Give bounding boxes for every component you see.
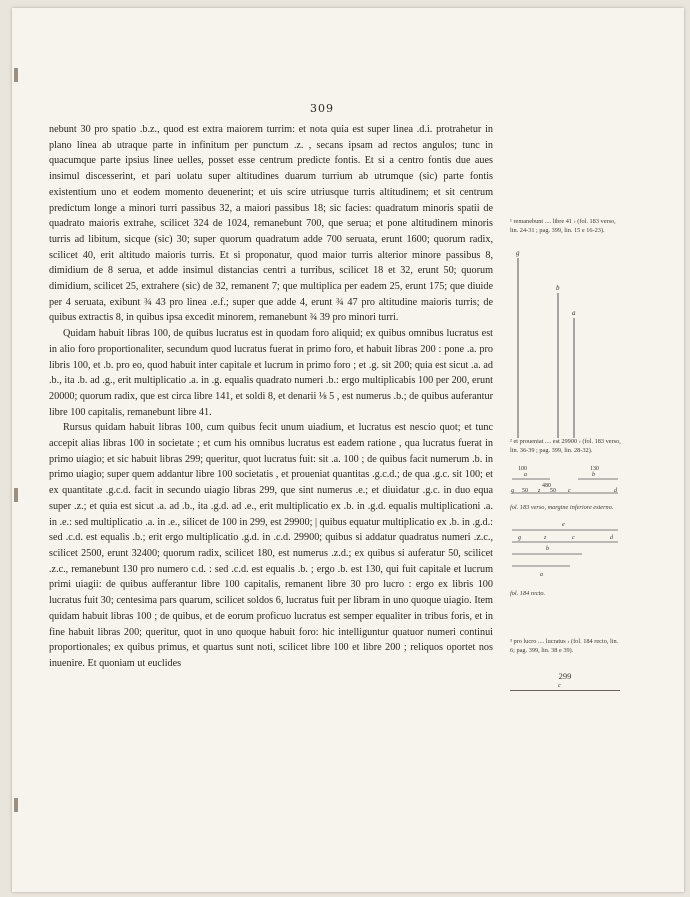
svg-text:g: g: [511, 488, 514, 494]
margin-note: ² et proueniat .... est 29900 › (fol. 183 verso, lin. 36-39 ; pag. 399, lin. 28-32).: [510, 438, 621, 454]
svg-text:c: c: [572, 535, 575, 541]
paragraph: nebunt 30 pro spatio .b.z., quod est extra maiorem turrim: et nota quia est super linea .d.i. protrahetur in plano linea ab utraque parte in infinitum per punctum .z. , secans ipsam ad rectos angulos; tunc in quacumque parte ipsius linee uelles, posset esse centrum predicte fontis. Et si a centro fontis due aues insimul discesserint, et pari uolatu super altitudines duarum turrium ab utrumque (sic) parte fontis existentium uno et eodem momento deuenerint; et uis scire utriusque turris altitudinem; et sit centrum predictum longe a minori turri passibus 32, a maiori passibus 18; sic facies: quadratum minoris spatii de quadrato maioris extrahe, scilicet 324 de 1024, remanebunt 700, que serua; et pone altitudinem minoris turris ad libitum, sicque (sic) 30; super quorum quadratum adde 700 seruata, erunt 1600; quorum radix, scilicet 40, erit altitudo maioris turris. Et si proponatur, quod maior turris alterior minore passibus 8, dimidium de 8 serua, et adde insimul distancias centri a turribus, scilicet 18 et 32, erunt 50; quorum dimidium, scilicet 25, extrahere (sic) de 32, remanent 7; que multiplica per eadem 25, erunt 175; que diuide per 4 seruata, exibunt ¾ 43 pro linea .e.f.; super que adde 4, erunt ¾ 47 pro altitudine maioris turris; de quibus extractis 8, in quibus ipsa excedit minorem, remanebunt ¾ 39 pro minori turri.: [49, 124, 493, 324]
page-number: 309: [310, 102, 334, 115]
page: [12, 8, 684, 892]
svg-text:a: a: [524, 472, 527, 478]
figure-vertical-lines: [512, 248, 612, 448]
spine-mark: [14, 68, 18, 82]
fig1-label: a: [572, 309, 576, 317]
figure-segment-lines: [510, 520, 622, 580]
spine-mark: [14, 488, 18, 502]
svg-text:d: d: [610, 535, 613, 541]
paragraph: Quidam habuit libras 100, de quibus lucratus est in quodam foro aliquid; ex quibus omnibus lucratus est in alio foro proportionaliter, secundum quod lucratus fuerat in primo foro, et habuit libras 200 : pone .a. pro libris 100, et .b. pro eo, quod habuit inter capitale et lucrum in primo foro ; et .g. sit 200; quia est sicut .a. ad .b., ita .b. ad .g., erit multiplicatio .a. in .g. equalis quadrato numeri .b.: ergo multiplicabis 100 per 200, erunt 20000; quorum radix, que est circa libre 141, et soldi 8, et denarii ⅛ 5 , est numerus .b.; de quibus auferantur libre 100 capitalis, remanebunt libre 41.: [49, 328, 493, 418]
svg-text:b: b: [546, 546, 549, 552]
svg-text:480: 480: [542, 483, 551, 489]
figure-caption: fol. 183 verso, margine inferiore esterno.: [510, 504, 614, 511]
paragraph: Rursus quidam habuit libras 100, cum quibus fecit unum uiadium, et lucratus est nescio quot; et tunc accepit alias libras 100 in societate ; et cum his omnibus lucratus est eadem ratione , qua lucratus fuerat in primo uiagio; et sic habuit libras 299; queritur, quot lucratus fuit: sit .a. 100 ; de quibus facit numerum .b. in primo uiagio; super quem addantur libre 100 societatis , et proueniat quantitas .g.c.d.; de qua .g.c. sit 100; et ex quantitate .g.c.d. facit in secundo uiagio libras 299, que sint numerus .e.; et diuidatur .g.c. in duo equa super .z.; et quia est sicut .a. ad .b., ita .g.d. ad .e., erit multiplicatio ex .b. in .g.d. equalis multiplicationi .a. in .e.: sed multiplicatio .a. in .e., silicet de 100 in 299, est 29900; | quibus equatur multiplicatio ex .b. in .g.d.: sed .c.d. est equalis .b.; erit ergo multiplicatio .g.d. in .c.d. 29900; quibus si addatur quadratus numeri .z.c., scilicet 2500, erunt 32400; quorum radix, scilicet 180, est numerus .z.d.; ex quibus si auferatur 50, scilicet .z.c., remanebunt 130 pro numero c.d. : sed .c.d. est equalis .b. ; ergo .b. est 130, qui fuit capitale et lucrum primi uiagii: de quibus aufferantur libre 100 capitalis, remanent libre 30 pro lucro : ergo ex libris 100 lucratus fuit 30; centesima pars quarum, scilicet soldos 6, lucratus fuit per libram in uno quoque uiagio. Item quidam habuit libras 100 ; de quibus, et de eorum proficuo lucratus est semper equaliter in tribus foris, et in fine habuit libras 200; queritur, quot in uno quoque habuit foro: hic intelliguntur quatuor numeri continui proportionales; ex quibus primus, et quartus sunt noti, scilicet libre 100 et libre 200 ; reliquos oportet nos inuenire. Et quoniam ut euclides: [49, 422, 493, 669]
margin-note: ³ pro lucro .... lucratus › (fol. 184 recto, lin. 6; pag. 399, lin. 38 e 39).: [510, 638, 619, 654]
folio-label: fol. 184 recto.: [510, 590, 546, 597]
svg-text:c: c: [568, 488, 571, 494]
svg-text:130: 130: [590, 466, 599, 472]
margin-note: ¹ remanebunt .... libre 41 › (fol. 183 verso, lin. 24-31 ; pag. 399, lin. 15 e 16-23).: [510, 218, 616, 234]
spine-mark: [14, 798, 18, 812]
svg-text:100: 100: [518, 466, 527, 472]
svg-text:z: z: [544, 535, 547, 541]
svg-text:50: 50: [550, 488, 556, 494]
svg-text:d: d: [614, 488, 617, 494]
figure-proportion-lines: [510, 463, 622, 499]
svg-text:z: z: [538, 488, 541, 494]
fig1-label: b: [556, 284, 560, 292]
svg-text:a: a: [540, 572, 543, 578]
main-text: [49, 122, 493, 672]
svg-text:e: e: [562, 522, 565, 528]
rule-label: c: [558, 683, 561, 689]
svg-text:g: g: [518, 535, 521, 541]
rule: [510, 690, 620, 691]
svg-text:b: b: [592, 472, 595, 478]
svg-text:50: 50: [522, 488, 528, 494]
fig1-label: g: [516, 249, 520, 257]
folio-number: 299: [558, 671, 572, 681]
